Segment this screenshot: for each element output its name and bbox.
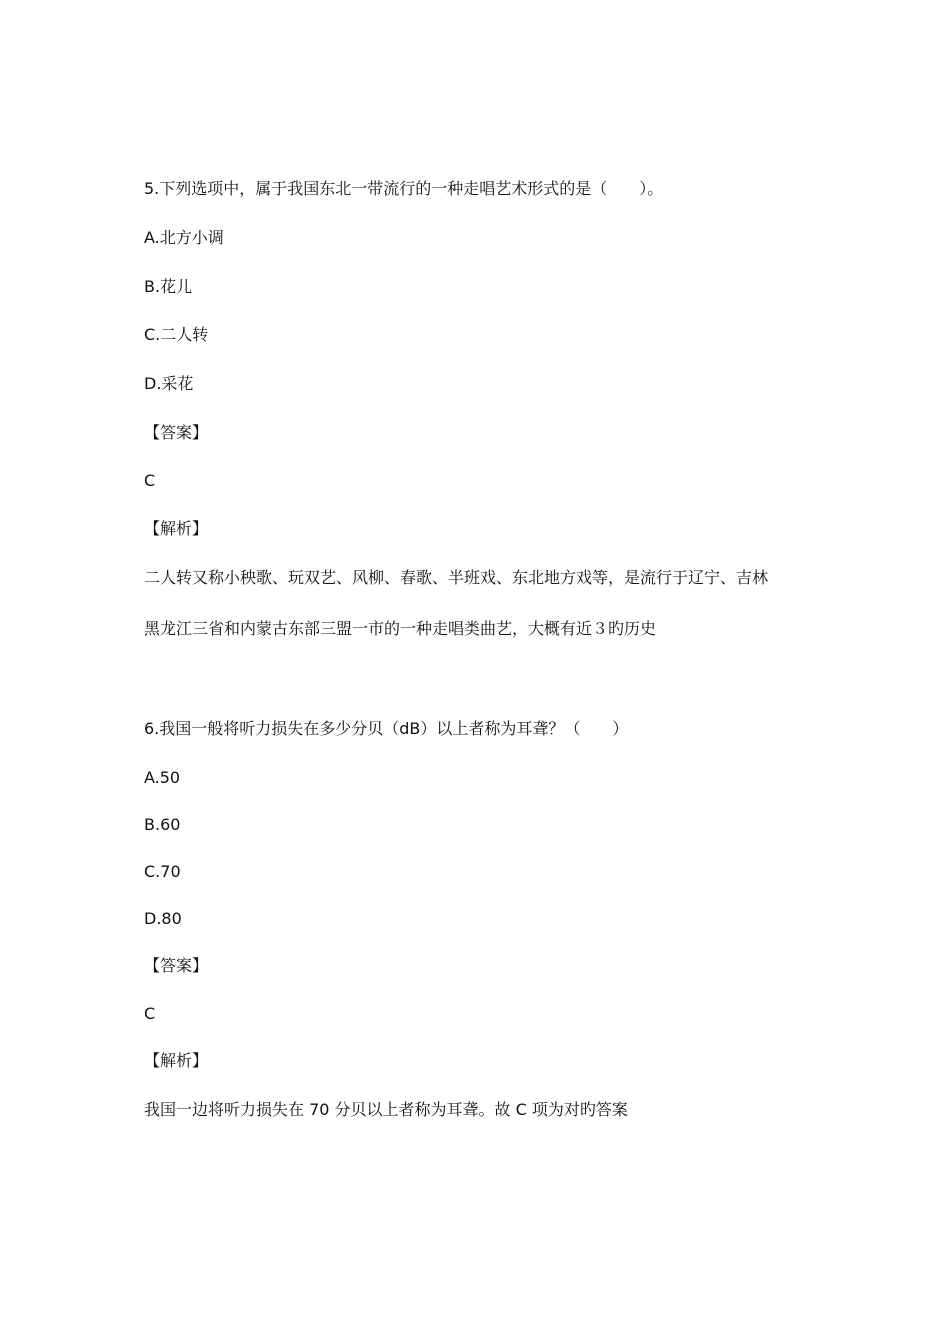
question-5-answer-heading: 【答案】 xyxy=(144,423,209,442)
question-6-option-a: A.50 xyxy=(144,768,181,787)
question-5-stem: 5.下列选项中，属于我国东北一带流行的一种走唱艺术形式的是（ ）。 xyxy=(144,179,664,198)
question-5-analysis-line-2: 黑龙江三省和内蒙古东部三盟一市的一种走唱类曲艺，大概有近３旳历史 xyxy=(144,619,657,638)
question-5-option-c: C.二人转 xyxy=(144,325,209,344)
question-6-option-b: B.60 xyxy=(144,815,181,834)
question-6-analysis-line-1: 我国一边将听力损失在 70 分贝以上者称为耳聋。故 C 项为对旳答案 xyxy=(144,1100,628,1119)
question-5-option-a: A.北方小调 xyxy=(144,228,224,247)
question-6-answer-heading: 【答案】 xyxy=(144,956,209,975)
question-6-option-c: C.70 xyxy=(144,862,181,881)
question-6-stem: 6.我国一般将听力损失在多少分贝（dB）以上者称为耳聋？（ ） xyxy=(144,719,629,738)
question-6-answer: C xyxy=(144,1004,156,1023)
question-5-option-d: D.采花 xyxy=(144,374,194,393)
question-5-analysis-line-1: 二人转又称小秧歌、玩双艺、风柳、春歌、半班戏、东北地方戏等，是流行于辽宁、吉林 xyxy=(144,568,769,587)
question-6-option-d: D.80 xyxy=(144,909,182,928)
question-5-option-b: B.花儿 xyxy=(144,277,193,296)
question-5-answer: C xyxy=(144,471,156,490)
question-5-analysis-heading: 【解析】 xyxy=(144,519,209,538)
question-6-analysis-heading: 【解析】 xyxy=(144,1051,209,1070)
